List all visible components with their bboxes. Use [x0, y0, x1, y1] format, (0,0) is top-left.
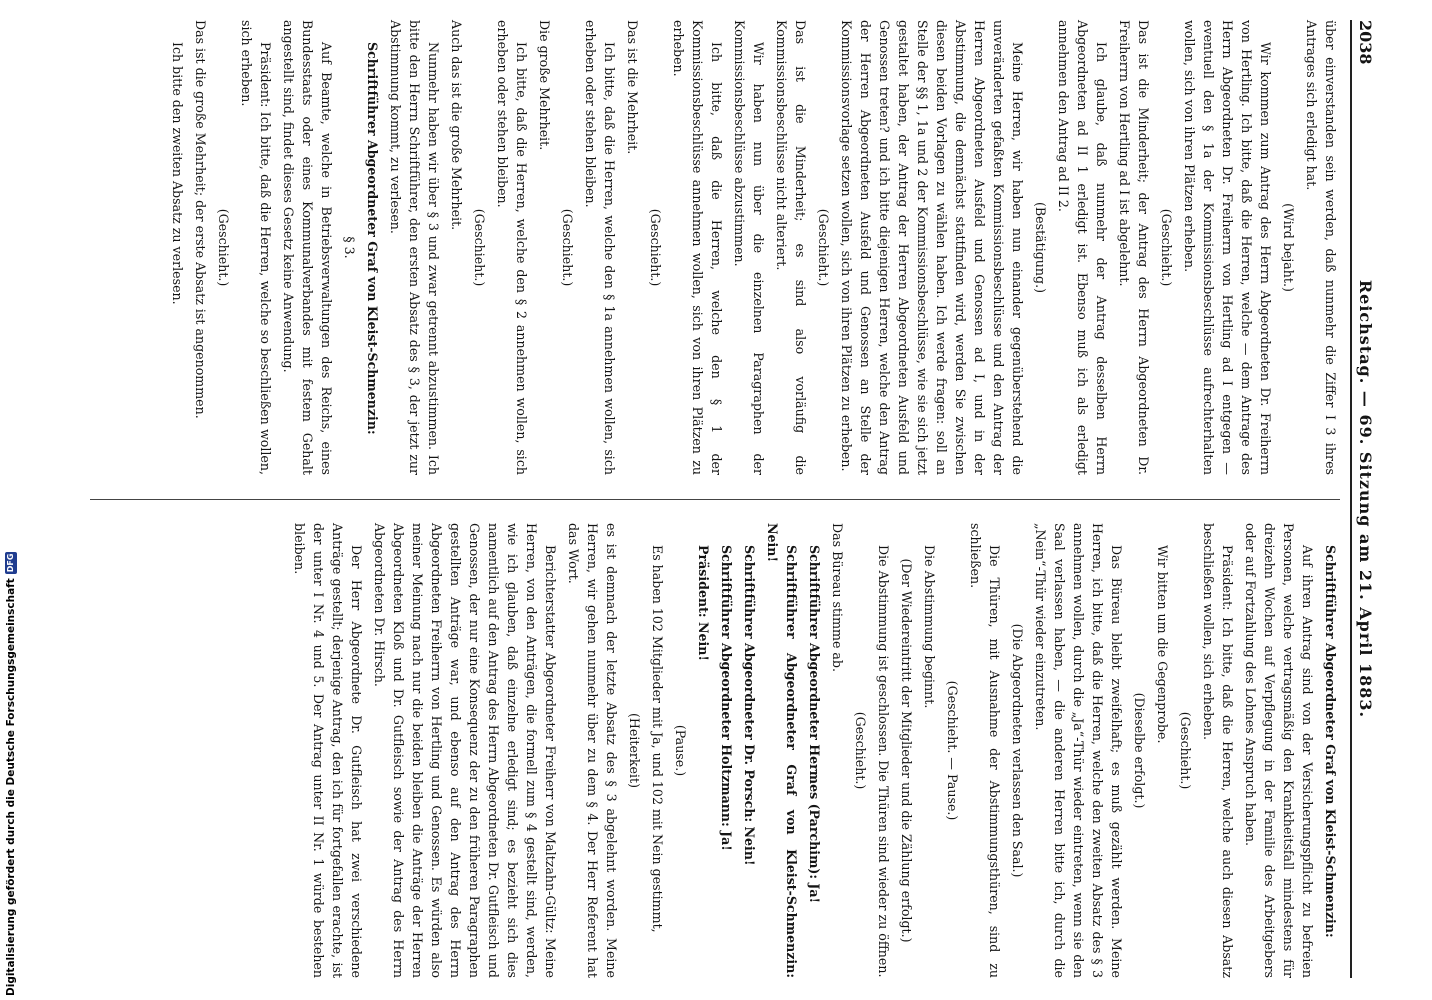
paragraph: über einverstanden sein werden, daß nunmehr die Ziffer I 3 ihres Antrages sich erledigt hat. — [1304, 20, 1338, 475]
rotated-page-content — [92, 20, 1392, 978]
paragraph: (Dieselbe erfolgt.) — [1132, 692, 1147, 809]
right-column — [286, 523, 1340, 978]
paragraph: Auf ihren Antrag sind von der Versicherungspflicht zu befreien Personen, welche vertragsmäßig den Krankheitsfall mindestens für dreizehn Wochen auf Verpflegung in der Familie des Arbeitgebers oder auf Fortzahlung des Lohnes Anspruch haben. — [1243, 523, 1315, 978]
paragraph: Ich bitte, daß die Herren, welche den § 2 annehmen wollen, sich erheben oder stehen bleiben. — [495, 20, 529, 475]
paragraph: Das ist die Minderheit; es sind also vorläufig die Kommissionsbeschlüsse nicht alteriert. — [774, 20, 808, 475]
paragraph: Ich bitte den zweiten Absatz zu verlesen. — [170, 42, 185, 305]
paragraph: Die Abstimmung ist geschlossen. Die Thüren sind wieder zu öffnen. — [876, 545, 891, 978]
paragraph: Das Büreau stimme ab. — [830, 523, 845, 672]
footer-text: Digitalisierung gefördert durch die Deutsche Forschungsgemeinschaft — [5, 578, 17, 996]
paragraph: Die Thüren, mit Ausnahme der Abstimmungsthüren, sind zu schließen. — [968, 523, 1002, 978]
paragraph: (Geschieht.) — [472, 208, 487, 287]
paragraph: Schriftführer Abgeordneter Dr. Porsch: Nein! — [742, 545, 757, 866]
paragraph: Die Abstimmung beginnt. — [922, 545, 937, 709]
paragraph: (Geschieht.) — [816, 208, 831, 287]
paragraph: Wir kommen zum Antrag des Herrn Abgeordneten Dr. Freiherrn von Hertling. Ich bitte, daß die Herren, welche — dem Antrage des Herrn Abgeordneten Dr. Freiherrn von Hertling ad I entgegen — eventuell den § 1a der Kommissionsbeschlüsse aufrechterhalten wollen, sich von ihren Plätzen erheben. — [1182, 20, 1273, 475]
paragraph: (Geschieht.) — [1159, 208, 1174, 287]
paragraph: (Geschieht.) — [560, 208, 575, 287]
paragraph: Auch das ist die große Mehrheit. — [449, 20, 464, 231]
paragraph: Das ist die Mehrheit. — [625, 20, 640, 155]
paragraph: (Geschieht.) — [853, 711, 868, 790]
left-column — [164, 20, 1340, 475]
paragraph: § 3. — [342, 236, 357, 259]
page-header — [1356, 20, 1392, 978]
paragraph: Der Herr Abgeordnete Dr. Gutfleisch hat zwei verschiedene Anträge gestellt; derjenige Antrag, den ich für fortgefallen erachte, ist der unter I Nr. 4 und 5. Der Antrag unter II Nr. 1 würde bestehen bleiben. — [292, 523, 364, 978]
page-title: Reichstag. — 69. Sitzung am 21. April 1883. — [1356, 279, 1375, 719]
paragraph: (Bestätigung.) — [1033, 201, 1048, 293]
paragraph: Ich glaube, daß nunmehr der Antrag desselben Herrn Abgeordneten ad II 1 erledigt ist. Ebenso muß ich als erledigt annehmen den Antrag ad II 2. — [1056, 20, 1109, 475]
page-number: 2038 — [1356, 20, 1375, 65]
dfg-logo: DFG — [6, 553, 15, 573]
paragraph: Schriftführer Abgeordneter Holtzmann: Ja! — [719, 545, 734, 851]
paragraph: Präsident: Ich bitte, daß die Herren, welche so beschließen wollen, sich erheben. — [239, 20, 273, 475]
paragraph: Präsident: Nein! — [696, 545, 711, 661]
paragraph: (Wird bejaht.) — [1281, 203, 1296, 292]
paragraph: (Geschieht.) — [216, 208, 231, 287]
paragraph: (Heiterkeit) — [627, 713, 642, 788]
paragraph: es ist demnach der letzte Absatz des § 3 abgelehnt worden. Meine Herren, wir gehen nunmehr über zu dem § 4. Der Herr Referent hat das Wort. — [566, 523, 619, 978]
column-divider — [90, 499, 1340, 500]
paragraph: Es haben 102 Mitglieder mit Ja, und 102 mit Nein gestimmt, — [650, 545, 665, 933]
paragraph: Nunmehr haben wir über § 3 und zwar getrennt abzustimmen. Ich bitte den Herrn Schriftführer, den ersten Absatz des § 3, der jetzt zur Abstimmung kommt, zu verlesen. — [388, 20, 441, 475]
paragraph: Auf Beamte, welche in Betriebsverwaltungen des Reichs, eines Bundesstaats oder eines Kommunalverbandes mit festem Gehalt angestellt sind, findet dieses Gesetz keine Anwendung. — [281, 20, 334, 475]
paragraph: (Die Abgeordneten verlassen den Saal.) — [1010, 623, 1025, 878]
paragraph: (Der Wiedereintritt der Mitglieder und die Zählung erfolgt.) — [899, 558, 914, 943]
footer-credit — [4, 553, 18, 996]
paragraph: Ich bitte, daß die Herren, welche den § 1a annehmen wollen, sich erheben oder stehen bleiben. — [583, 20, 617, 475]
paragraph: Wir bitten um die Gegenprobe. — [1155, 545, 1170, 744]
paragraph: Ich bitte, daß die Herren, welche den § 1 der Kommissionsbeschlüsse annehmen wollen, sich von ihren Plätzen zu erheben. — [671, 20, 724, 475]
paragraph: (Pause.) — [673, 724, 688, 777]
paragraph: Das ist die Minderheit; der Antrag des Herrn Abgeordneten Dr. Freiherrn von Hertling ad I ist abgelehnt. — [1117, 20, 1151, 475]
paragraph: Schriftführer Abgeordneter Graf von Kleist-Schmenzin: — [1323, 545, 1338, 938]
paragraph: (Geschieht.) — [1178, 711, 1193, 790]
paragraph: (Geschieht.) — [648, 208, 663, 287]
paragraph: Schriftführer Abgeordneter Hermes (Parchim): Ja! — [807, 545, 822, 904]
paragraph: (Geschieht. — Pause.) — [945, 680, 960, 821]
paragraph: Die große Mehrheit. — [537, 20, 552, 151]
paragraph: Schriftführer Abgeordneter Graf von Kleist-Schmenzin: Nein! — [765, 523, 799, 978]
paragraph: Meine Herren, wir haben nun einander gegenüberstehend die unveränderten gefaßten Kommissionsbeschlüsse und den Antrag der Herren Abgeordneten Ausfeld und Genossen ad I, und in der Abstimmung, die demnächst stattfinden wird, werden Sie zwischen diesen beiden Vorlagen zu wählen haben. Ich werde fragen: soll an Stelle der §§ 1, 1a und 2 der Kommissionsbeschlüsse, wie sie sich jetzt gestaltet haben, der Antrag der Herren Abgeordneten Ausfeld und Genossen treten? und ich bitte diejenigen Herren, welche den Antrag der Herren Abgeordneten Ausfeld und Genossen an Stelle der Kommissionsvorlage setzen wollen, sich von ihren Plätzen zu erheben. — [839, 20, 1025, 475]
paragraph: Das Büreau bleibt zweifelhaft; es muß gezählt werden. Meine Herren, ich bitte, daß die Herren, welche den zweiten Absatz des § 3 annehmen wollen, durch die „Ja“-Thür wieder eintreten, wenn sie den Saal verlassen haben, — die anderen Herren bitte ich, durch die „Nein“-Thür wieder einzutreten. — [1033, 523, 1124, 978]
paragraph: Präsident: Ich bitte, daß die Herren, welche auch diesen Absatz beschließen wollen, sich erheben. — [1201, 523, 1235, 978]
paragraph: Berichterstatter Abgeordneter Freiherr von Maltzahn-Gültz: Meine Herren, von den Anträgen, die formell zum § 4 gestellt sind, werden, wie ich glauben, daß einzelne erledigt sind; es bezieht sich dies namentlich auf den Antrag des Herrn Abgeordneten Dr. Gutfleisch und Genossen, der nur eine Konsequenz der zu den früheren Paragraphen gestellten Anträge war, und ebenso auf den Antrag des Herrn Abgeordneten Freiherrn von Hertling und Genossen. Es würden also meiner Meinung nach nur die beiden bleiben die Anträge der Herren Abgeordneten Kloß und Dr. Gutfleisch sowie der Antrag des Herrn Abgeordneten Dr. Hirsch. — [372, 523, 558, 978]
paragraph: Wir haben nun über die einzelnen Paragraphen der Kommissionsbeschlüsse abzustimmen. — [732, 20, 766, 475]
header-rule — [1350, 20, 1352, 978]
paragraph: Schriftführer Abgeordneter Graf von Kleist-Schmenzin: — [365, 42, 380, 435]
paragraph: Das ist die große Mehrheit; der erste Absatz ist angenommen. — [193, 20, 208, 419]
